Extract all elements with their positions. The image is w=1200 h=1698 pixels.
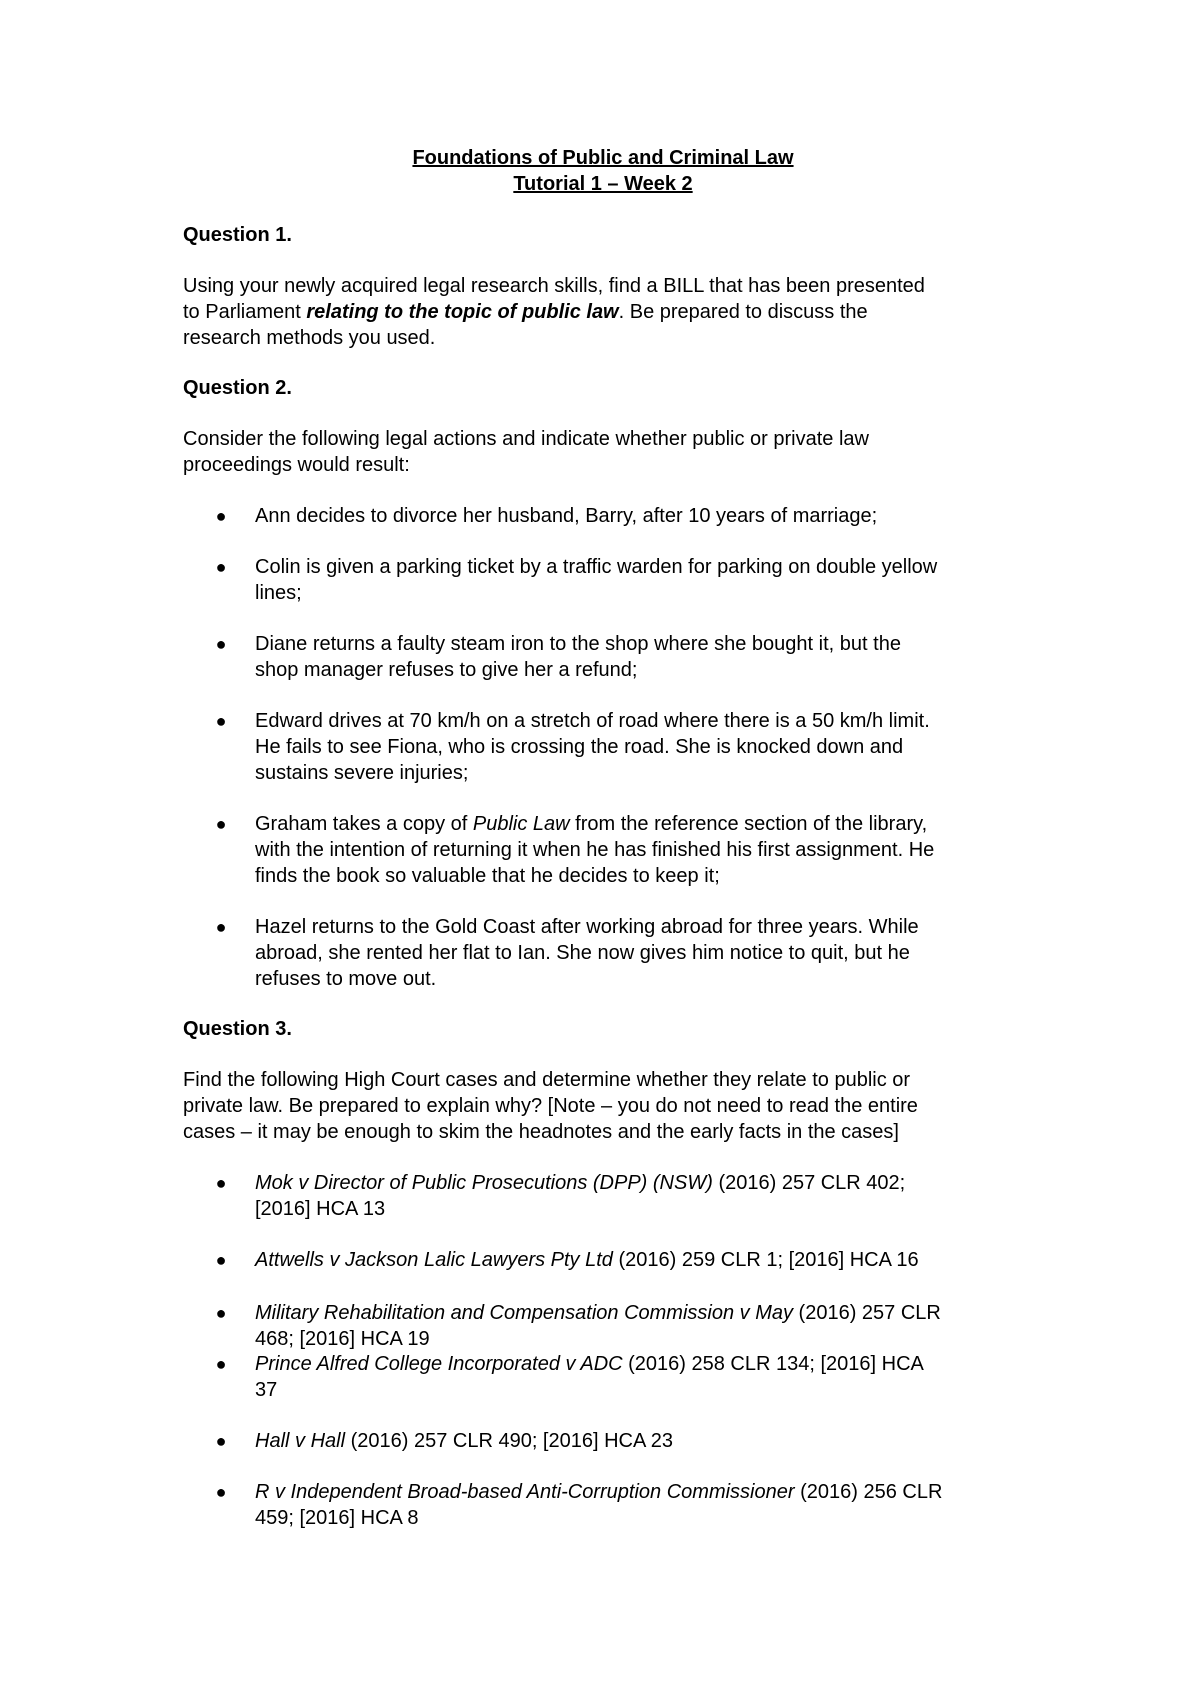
q3-intro-line-2: private law. Be prepared to explain why? [Note – you do not need to read the entire <box>183 1095 918 1117</box>
case-name: Military Rehabilitation and Compensation Commission v May <box>255 1302 793 1324</box>
case-line <box>255 1247 1025 1273</box>
case-line <box>255 1428 1025 1454</box>
bullet-icon: ● <box>215 711 227 731</box>
bullet-icon: ● <box>215 1482 227 1502</box>
list-item-text <box>255 811 1025 889</box>
list-item-text <box>255 914 1025 992</box>
q2-intro-line-2: proceedings would result: <box>183 454 410 476</box>
case-citation-cont: [2016] HCA 13 <box>255 1198 386 1220</box>
case-line <box>255 1479 1025 1505</box>
q1-line-2-pre: to Parliament <box>183 301 307 323</box>
case-text <box>255 1428 1025 1454</box>
case-citation-cont: 459; [2016] HCA 8 <box>255 1507 419 1529</box>
case-line <box>255 1300 1025 1326</box>
q1-line-2 <box>183 299 1023 325</box>
bullet-icon: ● <box>215 634 227 654</box>
q1-line-2-post: . Be prepared to discuss the <box>618 301 868 323</box>
course-title: Foundations of Public and Criminal Law <box>412 147 794 169</box>
item-line: with the intention of returning it when he has finished his first assignment. He <box>255 839 935 861</box>
q1-line-3: research methods you used. <box>183 327 436 349</box>
case-name: Hall v Hall <box>255 1430 346 1452</box>
q2-intro-line-1: Consider the following legal actions and indicate whether public or private law <box>183 428 869 450</box>
bullet-icon: ● <box>215 1354 227 1374</box>
q3-intro-line-3: cases – it may be enough to skim the headnotes and the early facts in the cases] <box>183 1121 899 1143</box>
bullet-icon: ● <box>215 1431 227 1451</box>
bullet-icon: ● <box>215 1173 227 1193</box>
list-item-text <box>255 631 1025 683</box>
q3-intro-line-1: Find the following High Court cases and determine whether they relate to public or <box>183 1069 911 1091</box>
case-text <box>255 1247 1025 1273</box>
case-text <box>255 1170 1025 1222</box>
question-2-heading: Question 2. <box>183 377 292 399</box>
item-line: refuses to move out. <box>255 968 437 990</box>
question-2-intro <box>183 426 1023 478</box>
item-line: sustains severe injuries; <box>255 762 469 784</box>
case-name: Mok v Director of Public Prosecutions (DPP) (NSW) <box>255 1172 713 1194</box>
case-citation-cont: 37 <box>255 1379 278 1401</box>
item-line: shop manager refuses to give her a refund; <box>255 659 638 681</box>
question-3-intro <box>183 1067 1023 1145</box>
case-citation: (2016) 257 CLR <box>793 1302 941 1324</box>
item-line: He fails to see Fiona, who is crossing the road. She is knocked down and <box>255 736 904 758</box>
q1-emphasis: relating to the topic of public law <box>306 301 619 323</box>
bullet-icon: ● <box>215 506 227 526</box>
item-line: Hazel returns to the Gold Coast after working abroad for three years. While <box>255 916 919 938</box>
case-name: R v Independent Broad-based Anti-Corruption Commissioner <box>255 1481 795 1503</box>
case-citation: (2016) 257 CLR 402; <box>712 1172 906 1194</box>
q1-line-1: Using your newly acquired legal research skills, find a BILL that has been presented <box>183 275 925 297</box>
bullet-icon: ● <box>215 917 227 937</box>
bullet-icon: ● <box>215 557 227 577</box>
case-citation: (2016) 258 CLR 134; [2016] HCA <box>622 1353 924 1375</box>
item-line: lines; <box>255 582 302 604</box>
case-name: Attwells v Jackson Lalic Lawyers Pty Ltd <box>255 1249 613 1271</box>
item-line: finds the book so valuable that he decides to keep it; <box>255 865 720 887</box>
tutorial-subtitle: Tutorial 1 – Week 2 <box>513 173 693 195</box>
item-post: from the reference section of the library, <box>569 813 928 835</box>
bullet-icon: ● <box>215 814 227 834</box>
item-line: Ann decides to divorce her husband, Barry, after 10 years of marriage; <box>255 505 878 527</box>
list-item-text <box>255 503 1025 529</box>
case-text <box>255 1351 1025 1403</box>
item-line: Diane returns a faulty steam iron to the shop where she bought it, but the <box>255 633 901 655</box>
list-item-text <box>255 708 1025 786</box>
question-1-heading: Question 1. <box>183 224 292 246</box>
case-citation-cont: 468; [2016] HCA 19 <box>255 1328 430 1350</box>
case-citation: (2016) 259 CLR 1; [2016] HCA 16 <box>612 1249 919 1271</box>
case-name: Prince Alfred College Incorporated v ADC <box>255 1353 623 1375</box>
case-line <box>255 1170 1025 1196</box>
case-text <box>255 1300 1025 1352</box>
item-line: abroad, she rented her flat to Ian. She now gives him notice to quit, but he <box>255 942 910 964</box>
case-text <box>255 1479 1025 1531</box>
item-line: Colin is given a parking ticket by a traffic warden for parking on double yellow <box>255 556 938 578</box>
question-3-heading: Question 3. <box>183 1018 292 1040</box>
item-emphasis: Public Law <box>472 813 570 835</box>
case-citation: (2016) 257 CLR 490; [2016] HCA 23 <box>345 1430 674 1452</box>
list-item-text <box>255 554 1025 606</box>
bullet-icon: ● <box>215 1303 227 1323</box>
question-1-text <box>183 273 1023 351</box>
item-line <box>255 811 1025 837</box>
item-line: Edward drives at 70 km/h on a stretch of road where there is a 50 km/h limit. <box>255 710 930 732</box>
item-pre: Graham takes a copy of <box>255 813 473 835</box>
case-line <box>255 1351 1025 1377</box>
bullet-icon: ● <box>215 1250 227 1270</box>
document-title <box>183 145 1023 197</box>
case-citation: (2016) 256 CLR <box>794 1481 943 1503</box>
